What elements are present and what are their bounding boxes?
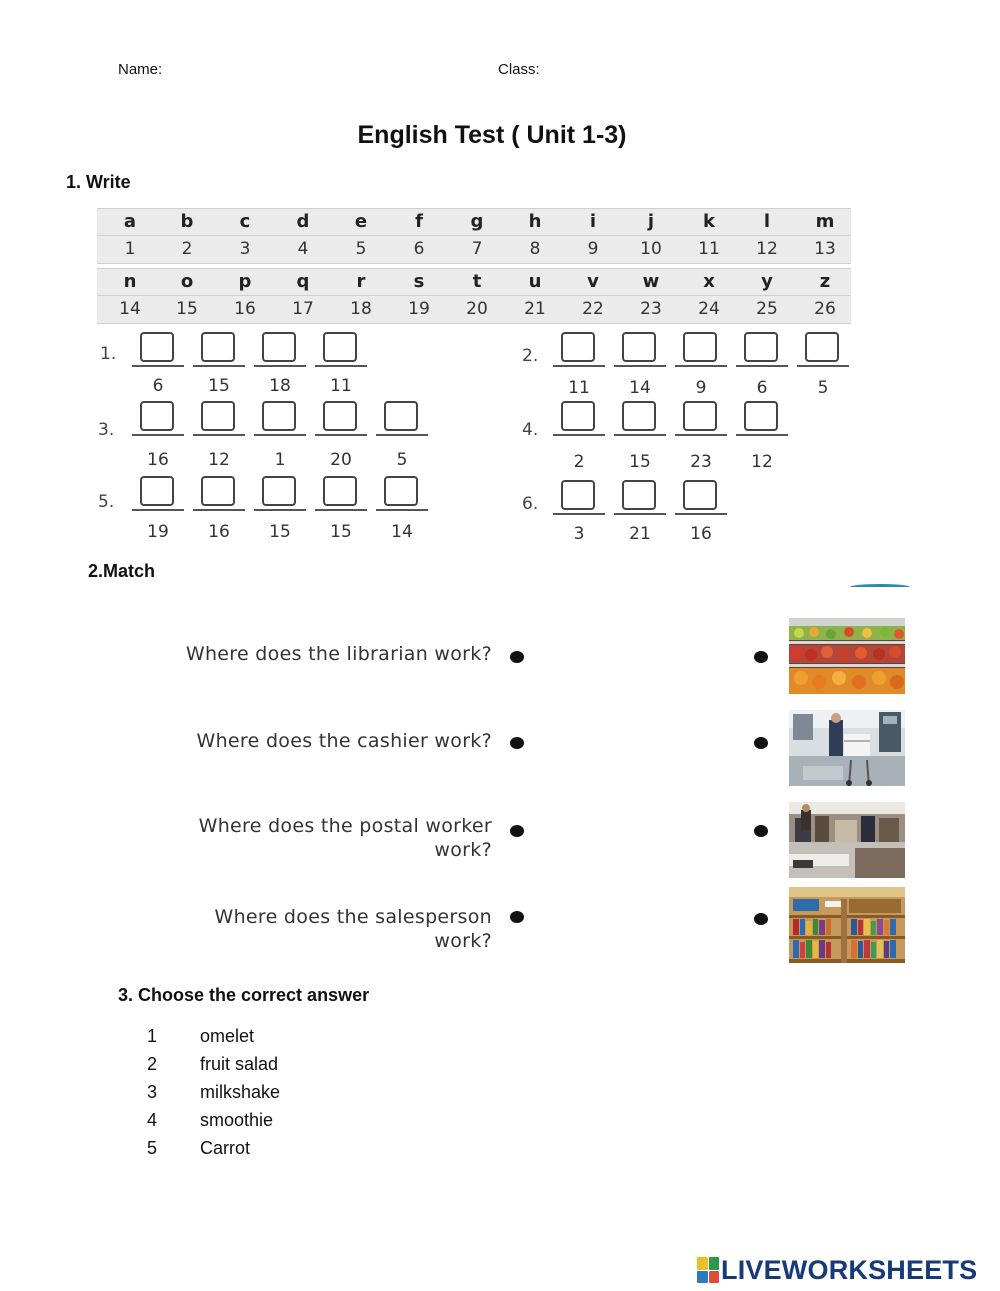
letter-code-number: 12 <box>751 452 773 472</box>
brand-name: LIVEWORKSHEETS <box>721 1254 978 1285</box>
letter-answer-box[interactable] <box>553 332 605 370</box>
alphabet-letter: p <box>238 271 252 292</box>
post-office-icon[interactable] <box>789 710 905 786</box>
alphabet-number: 25 <box>756 299 778 319</box>
letter-code-number: 12 <box>208 450 230 470</box>
letter-code-number: 11 <box>330 376 352 396</box>
alphabet-letter: h <box>528 211 542 232</box>
alphabet-number: 22 <box>582 299 604 319</box>
alphabet-letter: y <box>761 271 773 292</box>
letter-code-number: 18 <box>269 376 291 396</box>
alphabet-letter: g <box>470 211 484 232</box>
letter-code-number: 15 <box>629 452 651 472</box>
alphabet-letter: o <box>180 271 194 292</box>
letter-code-number: 23 <box>690 452 712 472</box>
puzzle-number: 4. <box>522 420 539 440</box>
letter-code-number: 15 <box>330 522 352 542</box>
letter-code-number: 5 <box>396 450 408 470</box>
alphabet-letter: b <box>180 211 194 232</box>
word-number: 5 <box>147 1138 158 1158</box>
letter-answer-box[interactable] <box>193 476 245 514</box>
letter-answer-box[interactable] <box>376 476 428 514</box>
class-label: Class: <box>498 61 540 78</box>
match-dot-right[interactable] <box>754 913 768 925</box>
alphabet-number: 5 <box>355 239 367 259</box>
letter-answer-box[interactable] <box>132 476 184 514</box>
letter-answer-box[interactable] <box>614 480 666 518</box>
alphabet-number: 2 <box>181 239 193 259</box>
letter-answer-box[interactable] <box>736 401 788 439</box>
puzzle-number: 1. <box>100 344 117 364</box>
letter-code-number: 16 <box>208 522 230 542</box>
alphabet-number: 4 <box>297 239 309 259</box>
puzzle-number: 3. <box>98 420 115 440</box>
alphabet-number: 24 <box>698 299 720 319</box>
alphabet-number: 13 <box>814 239 836 259</box>
letter-answer-box[interactable] <box>614 332 666 370</box>
letter-answer-box[interactable] <box>254 401 306 439</box>
puzzle-number: 5. <box>98 492 115 512</box>
word-item: Carrot <box>200 1138 251 1158</box>
alphabet-letter: f <box>415 211 423 232</box>
letter-answer-box[interactable] <box>315 476 367 514</box>
puzzle-number: 2. <box>522 346 539 366</box>
alphabet-letter: j <box>647 211 655 232</box>
letter-answer-box[interactable] <box>193 401 245 439</box>
alphabet-number: 11 <box>698 239 720 259</box>
alphabet-number: 1 <box>124 239 136 259</box>
word-item: omelet <box>200 1026 255 1046</box>
alphabet-number: 15 <box>176 299 198 319</box>
letter-answer-box[interactable] <box>315 332 367 370</box>
match-question: Where does the cashier work? <box>196 730 492 752</box>
alphabet-number: 21 <box>524 299 546 319</box>
match-dot-right[interactable] <box>754 825 768 837</box>
alphabet-number: 20 <box>466 299 488 319</box>
letter-answer-box[interactable] <box>614 401 666 439</box>
alphabet-letter: i <box>589 211 597 232</box>
letter-answer-box[interactable] <box>254 332 306 370</box>
letter-code-number: 20 <box>330 450 352 470</box>
alphabet-letter: q <box>296 271 310 292</box>
letter-answer-box[interactable] <box>675 401 727 439</box>
word-item: milkshake <box>200 1082 281 1102</box>
alphabet-number: 23 <box>640 299 662 319</box>
puzzle-number: 6. <box>522 494 539 514</box>
liveworksheets-logo <box>697 1252 977 1288</box>
letter-code-number: 6 <box>756 378 768 398</box>
produce-market-icon[interactable] <box>789 618 905 694</box>
letter-answer-box[interactable] <box>736 332 788 370</box>
letter-answer-box[interactable] <box>553 401 605 439</box>
letter-answer-box[interactable] <box>254 476 306 514</box>
section-1-heading: 1. Write <box>66 172 131 192</box>
letter-code-number: 9 <box>695 378 707 398</box>
alphabet-letter: s <box>413 271 425 292</box>
alphabet-letter: v <box>587 271 599 292</box>
alphabet-row-1 <box>97 208 851 264</box>
letter-answer-box[interactable] <box>193 332 245 370</box>
alphabet-row-2 <box>97 268 851 324</box>
logo-mark-icon <box>697 1257 719 1283</box>
alphabet-number: 19 <box>408 299 430 319</box>
word-number: 1 <box>147 1026 158 1046</box>
letter-answer-box[interactable] <box>315 401 367 439</box>
alphabet-letter: z <box>819 271 831 292</box>
match-dot-left[interactable] <box>510 825 524 837</box>
letter-code-number: 1 <box>274 450 286 470</box>
letter-answer-box[interactable] <box>132 332 184 370</box>
match-dot-right[interactable] <box>754 651 768 663</box>
word-item: fruit salad <box>200 1054 279 1074</box>
alphabet-number: 18 <box>350 299 372 319</box>
alphabet-letter: a <box>123 211 137 232</box>
word-item: smoothie <box>200 1110 274 1130</box>
alphabet-letter: r <box>356 271 366 292</box>
clothing-store-icon[interactable] <box>789 802 905 878</box>
letter-code-number: 2 <box>573 452 585 472</box>
alphabet-letter: c <box>239 211 251 232</box>
alphabet-letter: l <box>763 211 771 232</box>
alphabet-letter: d <box>296 211 310 232</box>
word-number: 4 <box>147 1110 158 1130</box>
letter-code-number: 21 <box>629 524 651 544</box>
letter-code-number: 5 <box>817 378 829 398</box>
alphabet-number: 17 <box>292 299 314 319</box>
letter-code-number: 3 <box>573 524 585 544</box>
word-number: 3 <box>147 1082 158 1102</box>
name-label: Name: <box>118 61 163 78</box>
page-title: English Test ( Unit 1-3) <box>357 121 627 149</box>
match-question: Where does the salesperson work? <box>214 906 492 952</box>
match-dot-left[interactable] <box>510 651 524 663</box>
match-dot-left[interactable] <box>510 737 524 749</box>
letter-code-number: 16 <box>147 450 169 470</box>
alphabet-number: 26 <box>814 299 836 319</box>
letter-answer-box[interactable] <box>132 401 184 439</box>
alphabet-letter: u <box>528 271 542 292</box>
section-3-heading: 3. Choose the correct answer <box>118 985 370 1005</box>
alphabet-number: 7 <box>471 239 483 259</box>
alphabet-number: 3 <box>239 239 251 259</box>
letter-code-number: 16 <box>690 524 712 544</box>
alphabet-number: 8 <box>529 239 541 259</box>
letter-answer-box[interactable] <box>376 401 428 439</box>
alphabet-letter: k <box>703 211 715 232</box>
alphabet-letter: x <box>703 271 715 292</box>
match-dot-left[interactable] <box>510 911 524 923</box>
alphabet-number: 6 <box>413 239 425 259</box>
section-2-heading: 2.Match <box>88 561 156 581</box>
match-question: Where does the postal worker work? <box>198 815 492 861</box>
alphabet-number: 9 <box>587 239 599 259</box>
letter-answer-box[interactable] <box>553 480 605 518</box>
match-dot-right[interactable] <box>754 737 768 749</box>
alphabet-number: 12 <box>756 239 778 259</box>
alphabet-letter: w <box>642 271 660 292</box>
alphabet-letter: n <box>123 271 137 292</box>
library-shelves-icon[interactable] <box>789 887 905 963</box>
decorative-arc <box>850 584 910 590</box>
letter-code-number: 6 <box>152 376 164 396</box>
alphabet-number: 14 <box>119 299 141 319</box>
letter-code-number: 14 <box>391 522 413 542</box>
word-number: 2 <box>147 1054 158 1074</box>
letter-code-number: 19 <box>147 522 169 542</box>
letter-code-number: 15 <box>208 376 230 396</box>
letter-code-number: 14 <box>629 378 651 398</box>
alphabet-letter: t <box>472 271 482 292</box>
letter-answer-box[interactable] <box>675 480 727 518</box>
alphabet-letter: e <box>354 211 368 232</box>
alphabet-letter: m <box>815 211 835 232</box>
alphabet-number: 16 <box>234 299 256 319</box>
alphabet-number: 10 <box>640 239 662 259</box>
letter-code-number: 11 <box>568 378 590 398</box>
letter-code-number: 15 <box>269 522 291 542</box>
match-question: Where does the librarian work? <box>185 643 492 665</box>
letter-answer-box[interactable] <box>797 332 849 370</box>
letter-answer-box[interactable] <box>675 332 727 370</box>
